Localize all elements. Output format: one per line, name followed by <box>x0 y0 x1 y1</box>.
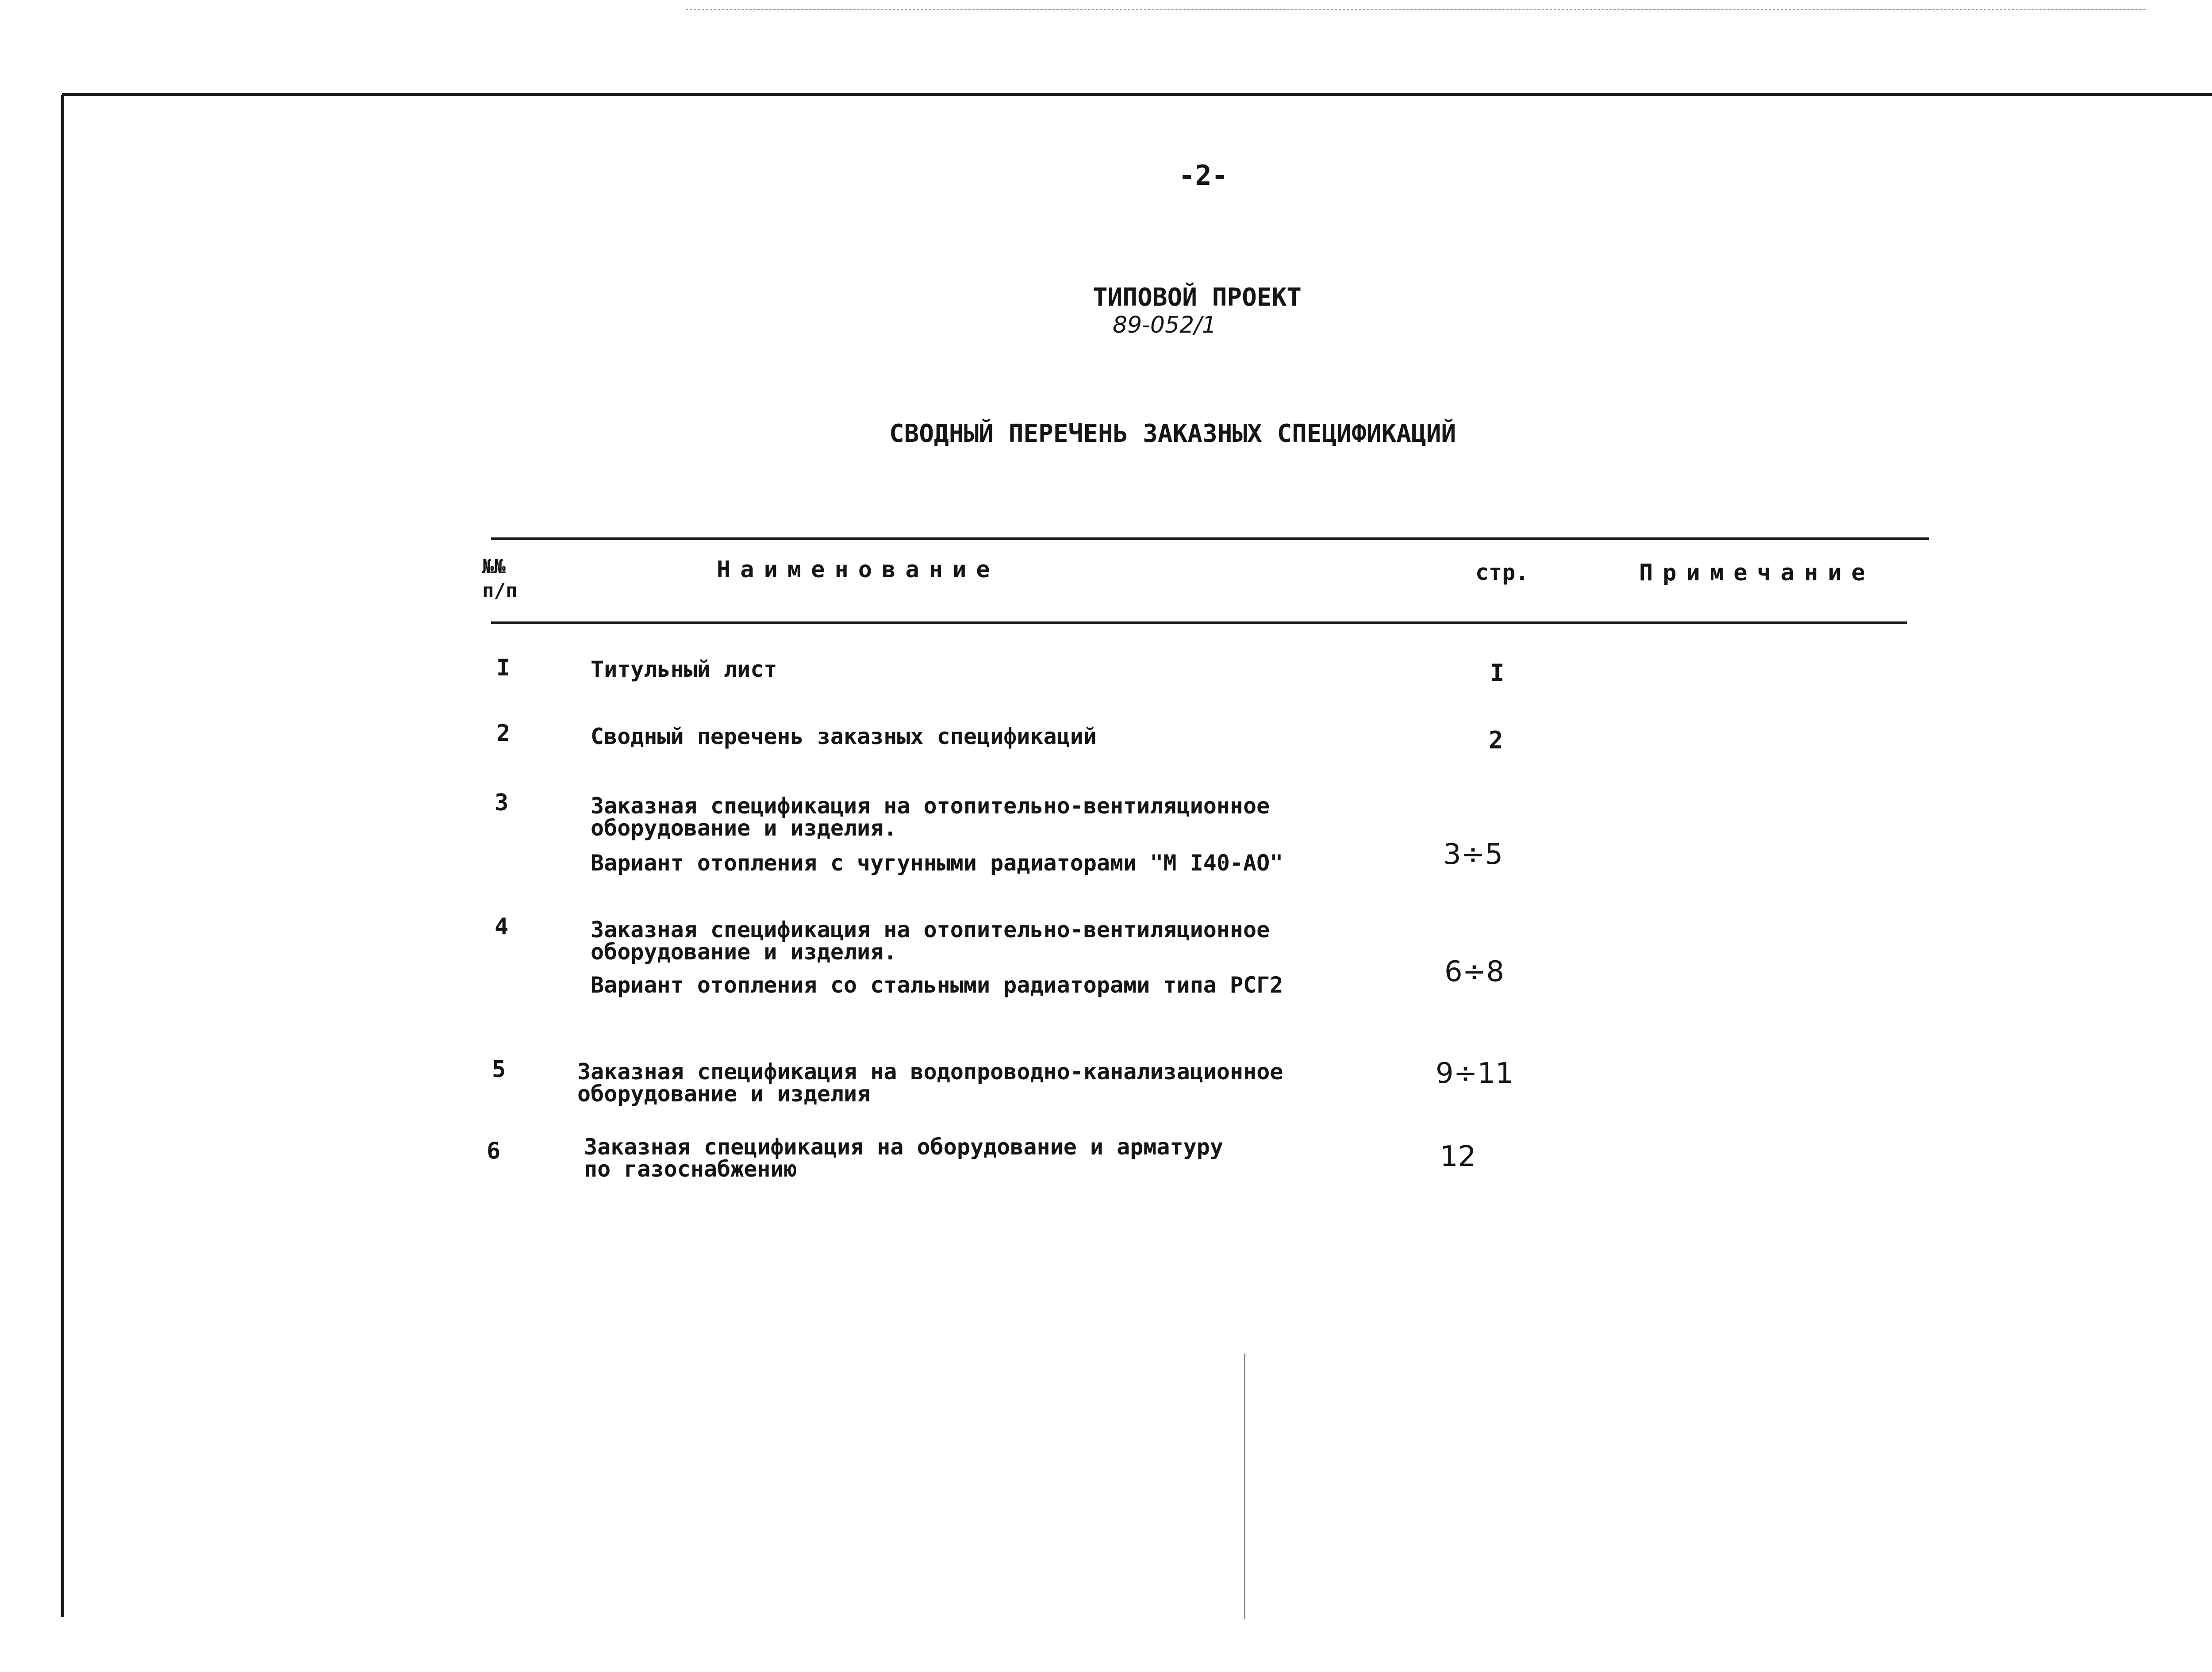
page-frame-left <box>61 95 64 1617</box>
table-top-rule <box>491 537 1929 540</box>
row-page: 2 <box>1489 726 1503 754</box>
document-title: СВОДНЫЙ ПЕРЕЧЕНЬ ЗАКАЗНЫХ СПЕЦИФИКАЦИЙ <box>889 419 1456 448</box>
column-header-page: стр. <box>1475 560 1529 585</box>
row-name-line: Заказная спецификация на отопительно-вентиляционное <box>591 793 1270 819</box>
column-header-note: Примечание <box>1639 560 1875 586</box>
row-subtitle: Вариант отопления с чугунными радиаторами "М I40-АО" <box>591 850 1283 876</box>
row-number: 2 <box>496 720 511 747</box>
column-header-name: Наименование <box>717 556 1000 583</box>
project-number: 89-052/1 <box>1113 312 1217 338</box>
project-label: ТИПОВОЙ ПРОЕКТ <box>1093 283 1302 312</box>
fold-line <box>1244 1354 1245 1619</box>
row-page: 3÷5 <box>1443 838 1503 871</box>
row-name-line: оборудование и изделия <box>577 1081 871 1107</box>
row-subtitle: Вариант отопления со стальными радиаторами типа РСГ2 <box>591 972 1283 998</box>
row-number: I <box>496 655 511 681</box>
row-page: 6÷8 <box>1444 955 1505 988</box>
page-number: -2- <box>1179 159 1228 192</box>
row-name-line: Заказная спецификация на оборудование и арматуру <box>584 1134 1223 1160</box>
column-header-number: №№ п/п <box>482 556 518 602</box>
row-name-line: Заказная спецификация на отопительно-вентиляционное <box>591 917 1270 943</box>
row-number: 3 <box>495 790 509 816</box>
row-name-line: оборудование и изделия. <box>591 815 897 841</box>
table-header-rule <box>491 621 1907 624</box>
row-name-line: Титульный лист <box>591 656 777 682</box>
page-frame-top <box>62 93 2212 96</box>
row-number: 6 <box>487 1138 501 1164</box>
row-page: 9÷11 <box>1436 1057 1513 1090</box>
row-page: I <box>1490 659 1505 687</box>
row-name-line: оборудование и изделия. <box>591 939 897 965</box>
row-name-line: Сводный перечень заказных спецификаций <box>591 724 1097 749</box>
scan-artifact-line <box>686 9 2146 10</box>
row-number: 4 <box>495 913 509 940</box>
row-page: 12 <box>1440 1140 1476 1173</box>
row-name-line: по газоснабжению <box>584 1156 797 1182</box>
row-name-line: Заказная спецификация на водопроводно-канализационное <box>577 1059 1283 1085</box>
row-number: 5 <box>492 1056 506 1083</box>
